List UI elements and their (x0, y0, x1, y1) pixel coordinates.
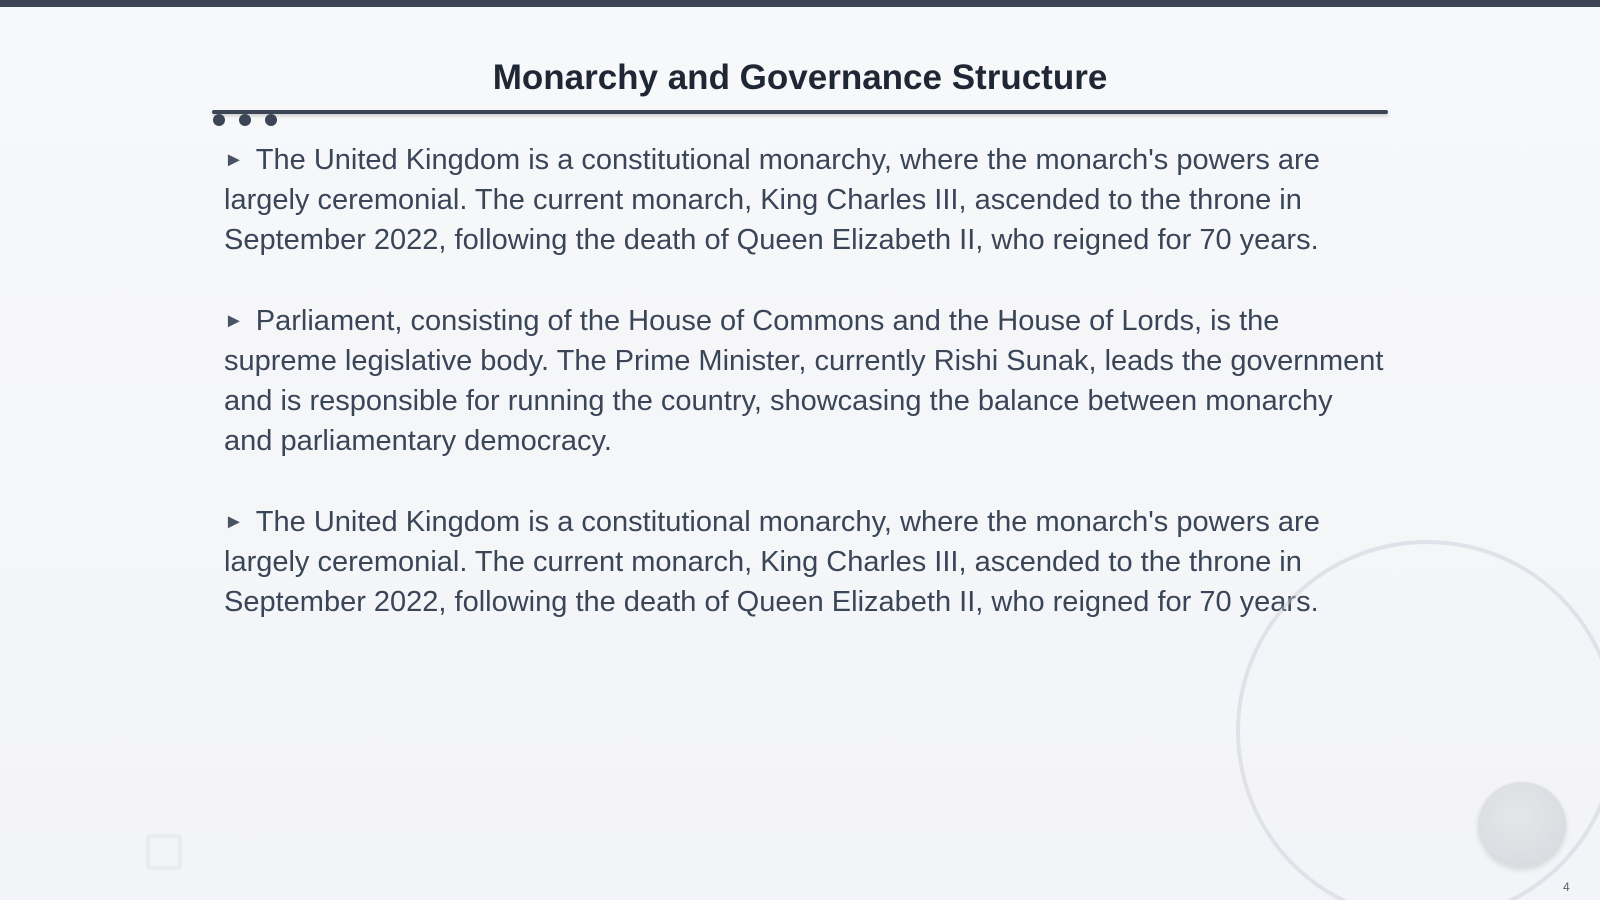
bullet-text: Parliament, consisting of the House of Commons and the House of Lords, is the supreme legislative body. The Prime Minister, currently Rishi Sunak, leads the government and is responsible for running the country, showcasing the balance between monarchy and parliamentary democracy. (224, 305, 1384, 457)
decorative-square (146, 834, 182, 870)
decorative-dot (239, 114, 251, 126)
bullet-item (224, 301, 1384, 461)
page-number: 4 (1563, 880, 1570, 894)
bullet-item (224, 140, 1384, 260)
bullet-item (224, 502, 1384, 622)
title-underline (212, 110, 1388, 114)
bullet-arrow-icon: ► (224, 310, 244, 332)
top-accent-bar (0, 0, 1600, 7)
decorative-circle (1478, 782, 1566, 868)
decorative-dot (265, 114, 277, 126)
bullet-list (224, 140, 1384, 663)
bullet-text: The United Kingdom is a constitutional monarchy, where the monarch's powers are largely ceremonial. The current monarch, King Charles III, ascended to the throne in September 2022, following the death of Queen Elizabeth II, who reigned for 70 years. (224, 144, 1320, 256)
slide-title: Monarchy and Governance Structure (492, 58, 1108, 97)
decorative-dot (213, 114, 225, 126)
bullet-arrow-icon: ► (224, 149, 244, 171)
bullet-arrow-icon: ► (224, 511, 244, 533)
bullet-text: The United Kingdom is a constitutional monarchy, where the monarch's powers are largely ceremonial. The current monarch, King Charles III, ascended to the throne in September 2022, following the death of Queen Elizabeth II, who reigned for 70 years. (224, 506, 1320, 618)
